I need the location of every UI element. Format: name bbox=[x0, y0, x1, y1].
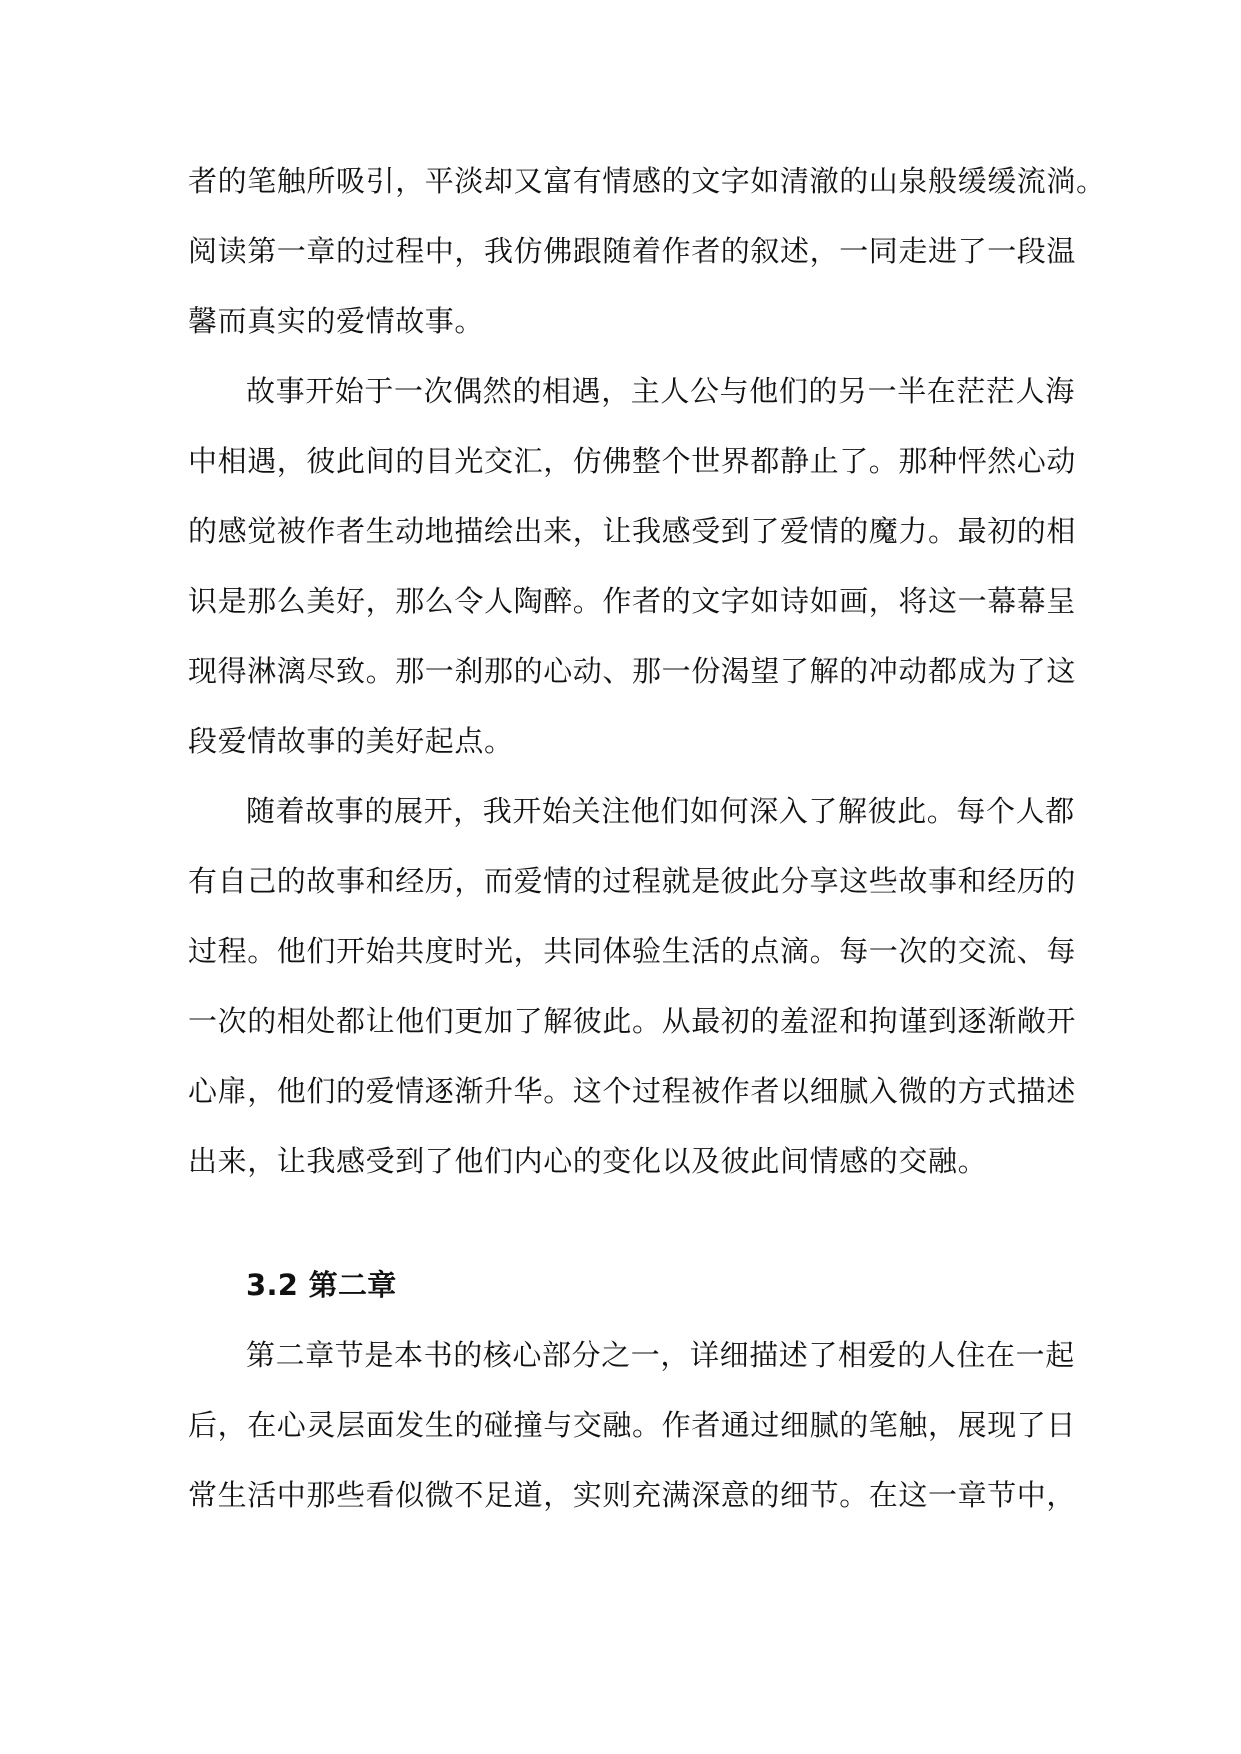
text-line: 现得淋漓尽致。那一刹那的心动、那一份渴望了解的冲动都成为了这 bbox=[188, 654, 1077, 688]
text-line: 的感觉被作者生动地描绘出来，让我感受到了爱情的魔力。最初的相 bbox=[188, 514, 1077, 548]
text-line: 后，在心灵层面发生的碰撞与交融。作者通过细腻的笔触，展现了日 bbox=[188, 1408, 1077, 1442]
paragraph-meeting bbox=[188, 356, 1077, 776]
body-text bbox=[188, 146, 1106, 1530]
text-line: 随着故事的展开，我开始关注他们如何深入了解彼此。每个人都 bbox=[246, 794, 1075, 828]
text-line: 馨而真实的爱情故事。 bbox=[188, 304, 485, 338]
text-line: 段爱情故事的美好起点。 bbox=[188, 724, 514, 758]
text-line: 常生活中那些看似微不足道，实则充满深意的细节。在这一章节中， bbox=[188, 1478, 1077, 1512]
text-line: 一次的相处都让他们更加了解彼此。从最初的羞涩和拘谨到逐渐敞开 bbox=[188, 1004, 1077, 1038]
text-line: 识是那么美好，那么令人陶醉。作者的文字如诗如画，将这一幕幕呈 bbox=[188, 584, 1077, 618]
text-line: 出来，让我感受到了他们内心的变化以及彼此间情感的交融。 bbox=[188, 1144, 988, 1178]
text-line: 心扉，他们的爱情逐渐升华。这个过程被作者以细腻入微的方式描述 bbox=[188, 1074, 1077, 1108]
text-line: 有自己的故事和经历，而爱情的过程就是彼此分享这些故事和经历的 bbox=[188, 864, 1077, 898]
paragraph-chapter2 bbox=[188, 1320, 1077, 1530]
paragraph-growth bbox=[188, 776, 1077, 1196]
text-line: 者的笔触所吸引，平淡却又富有情感的文字如清澈的山泉般缓缓流淌。 bbox=[188, 164, 1106, 198]
text-line: 故事开始于一次偶然的相遇，主人公与他们的另一半在茫茫人海 bbox=[246, 374, 1075, 408]
text-line: 过程。他们开始共度时光，共同体验生活的点滴。每一次的交流、每 bbox=[188, 934, 1077, 968]
section-heading: 3.2 第二章 bbox=[246, 1268, 397, 1302]
text-line: 第二章节是本书的核心部分之一，详细描述了相爱的人住在一起 bbox=[246, 1338, 1075, 1372]
section-spacer bbox=[188, 1196, 1058, 1250]
text-line: 阅读第一章的过程中，我仿佛跟随着作者的叙述，一同走进了一段温 bbox=[188, 234, 1077, 268]
paragraph-intro bbox=[188, 146, 1106, 356]
text-line: 中相遇，彼此间的目光交汇，仿佛整个世界都静止了。那种怦然心动 bbox=[188, 444, 1077, 478]
